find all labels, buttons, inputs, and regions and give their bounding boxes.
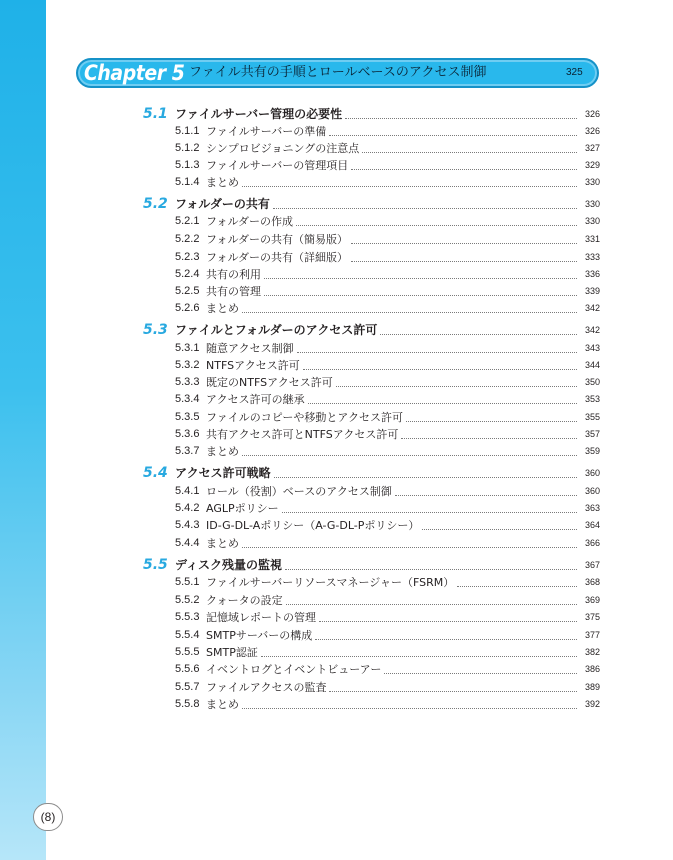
- toc-section-number: 5.2: [143, 196, 168, 212]
- toc-leader-dots: [336, 370, 577, 387]
- toc-subsection-number: 5.5.8: [175, 698, 200, 710]
- toc-subsection-number: 5.3.7: [175, 445, 200, 457]
- toc-subsection-number: 5.4.1: [175, 485, 200, 497]
- toc-subsection-number: 5.3.1: [175, 342, 200, 354]
- toc-page-number: 330: [584, 177, 600, 187]
- toc-subsection-number: 5.4.4: [175, 537, 200, 549]
- toc-subsection-title: 記憶域レポートの管理: [206, 609, 319, 626]
- toc-subsection-number: 5.2.5: [175, 285, 200, 297]
- toc-page-number: 359: [584, 446, 600, 456]
- toc-page-number: 369: [584, 595, 600, 605]
- toc-leader-dots: [457, 570, 577, 587]
- toc-page-number: 326: [584, 126, 600, 136]
- toc-section-number: 5.5: [143, 557, 168, 573]
- toc-page-number: 366: [584, 538, 600, 548]
- toc-subsection-number: 5.3.3: [175, 376, 200, 388]
- toc-subsection-row: [0, 696, 673, 713]
- toc-leader-dots: [345, 102, 577, 119]
- toc-subsection-title: ID-G-DL-Aポリシー（A-G-DL-Pポリシー）: [206, 517, 422, 534]
- toc-subsection-number: 5.2.1: [175, 215, 200, 227]
- toc-subsection-title: フォルダーの作成: [206, 213, 296, 230]
- toc-leader-dots: [264, 279, 577, 296]
- toc-subsection-title: 共有の利用: [206, 266, 264, 283]
- toc-page-number: 360: [584, 468, 600, 478]
- toc-page-number: 357: [584, 429, 600, 439]
- toc-subsection-title: フォルダーの共有（詳細版）: [206, 249, 351, 266]
- toc-leader-dots: [351, 245, 577, 262]
- toc-subsection-title: 共有の管理: [206, 283, 264, 300]
- toc-subsection-number: 5.1.1: [175, 125, 200, 137]
- toc-leader-dots: [296, 209, 577, 226]
- toc-page-number: 333: [584, 252, 600, 262]
- toc-subsection-number: 5.4.2: [175, 502, 200, 514]
- toc-subsection-title: ファイルのコピーや移動とアクセス許可: [206, 409, 406, 426]
- toc-page-number: 342: [584, 303, 600, 313]
- toc-leader-dots: [395, 479, 577, 496]
- toc-subsection-number: 5.5.1: [175, 576, 200, 588]
- toc-subsection-number: 5.5.3: [175, 611, 200, 623]
- toc-subsection-title: ファイルサーバーリソースマネージャー（FSRM）: [206, 574, 457, 591]
- toc-subsection-number: 5.5.5: [175, 646, 200, 658]
- toc-leader-dots: [308, 387, 577, 404]
- toc-page-number: 336: [584, 269, 600, 279]
- toc-subsection-number: 5.4.3: [175, 519, 200, 531]
- toc-subsection-row: [0, 300, 673, 317]
- toc-leader-dots: [351, 153, 577, 170]
- toc-subsection-number: 5.1.4: [175, 176, 200, 188]
- toc-leader-dots: [282, 496, 577, 513]
- toc-subsection-number: 5.3.2: [175, 359, 200, 371]
- toc-subsection-row: [0, 535, 673, 552]
- toc-subsection-title: まとめ: [206, 696, 242, 713]
- toc-leader-dots: [406, 405, 577, 422]
- toc-section-title: ファイルサーバー管理の必要性: [175, 106, 345, 123]
- toc-subsection-title: フォルダーの共有（簡易版）: [206, 231, 351, 248]
- toc-subsection-title: AGLPポリシー: [206, 500, 282, 517]
- toc-leader-dots: [273, 192, 577, 209]
- toc-section-number: 5.3: [143, 322, 168, 338]
- toc-subsection-row: [0, 443, 673, 460]
- toc-subsection-number: 5.2.6: [175, 302, 200, 314]
- toc-page-number: 353: [584, 394, 600, 404]
- toc-leader-dots: [362, 136, 577, 153]
- toc-subsection-title: まとめ: [206, 300, 242, 317]
- toc-page-number: 368: [584, 577, 600, 587]
- chapter-label: Chapter 5: [84, 61, 185, 85]
- toc-page-number: 382: [584, 647, 600, 657]
- toc-page-number: 367: [584, 560, 600, 570]
- chapter-title: ファイル共有の手順とロールベースのアクセス制御: [189, 65, 487, 80]
- toc-page-number: 386: [584, 664, 600, 674]
- toc-page-number: 330: [584, 199, 600, 209]
- toc-subsection-row: [0, 174, 673, 191]
- toc-subsection-title: まとめ: [206, 443, 242, 460]
- toc-page-number: 330: [584, 216, 600, 226]
- page-number: 8: [44, 810, 52, 824]
- toc-leader-dots: [264, 262, 577, 279]
- toc-leader-dots: [242, 531, 577, 548]
- toc-subsection-title: ファイルサーバーの準備: [206, 123, 329, 140]
- toc-page-number: 375: [584, 612, 600, 622]
- toc-section-title: アクセス許可戦略: [175, 465, 274, 482]
- toc-leader-dots: [242, 439, 577, 456]
- toc-subsection-number: 5.5.4: [175, 629, 200, 641]
- toc-subsection-title: SMTP認証: [206, 644, 261, 661]
- toc-subsection-title: NTFSアクセス許可: [206, 357, 303, 374]
- toc-subsection-title: 既定のNTFSアクセス許可: [206, 374, 336, 391]
- toc-leader-dots: [242, 692, 577, 709]
- toc-subsection-title: まとめ: [206, 535, 242, 552]
- toc-subsection-title: 随意アクセス制御: [206, 340, 297, 357]
- toc-leader-dots: [422, 513, 577, 530]
- toc-subsection-number: 5.1.3: [175, 159, 200, 171]
- toc-subsection-number: 5.3.4: [175, 393, 200, 405]
- page-number-badge: ( 8 ): [33, 803, 63, 831]
- toc-page-number: 344: [584, 360, 600, 370]
- toc-leader-dots: [286, 588, 577, 605]
- toc-leader-dots: [261, 640, 577, 657]
- toc-page-number: 342: [584, 325, 600, 335]
- toc-subsection-title: 共有アクセス許可とNTFSアクセス許可: [206, 426, 401, 443]
- toc-page-number: 389: [584, 682, 600, 692]
- toc-subsection-number: 5.5.7: [175, 681, 200, 693]
- toc-page-number: 360: [584, 486, 600, 496]
- toc-subsection-title: ファイルサーバーの管理項目: [206, 157, 351, 174]
- toc-page-number: 363: [584, 503, 600, 513]
- toc-page-number: 326: [584, 109, 600, 119]
- toc-subsection-number: 5.2.2: [175, 233, 200, 245]
- toc-subsection-title: シンプロビジョニングの注意点: [206, 140, 362, 157]
- toc-subsection-title: クォータの設定: [206, 592, 286, 609]
- toc-leader-dots: [329, 675, 577, 692]
- toc-subsection-number: 5.1.2: [175, 142, 200, 154]
- toc-page-number: 331: [584, 234, 600, 244]
- toc-section-title: ディスク残量の監視: [175, 557, 285, 574]
- toc-leader-dots: [303, 353, 577, 370]
- toc-section-title: フォルダーの共有: [175, 196, 273, 213]
- toc-leader-dots: [285, 553, 577, 570]
- toc-leader-dots: [319, 605, 577, 622]
- toc-subsection-title: アクセス許可の継承: [206, 391, 308, 408]
- toc-leader-dots: [384, 657, 577, 674]
- toc-section-number: 5.4: [143, 465, 168, 481]
- toc-subsection-number: 5.3.5: [175, 411, 200, 423]
- toc-page-number: 377: [584, 630, 600, 640]
- chapter-page-number: 325: [566, 67, 583, 78]
- toc-page-number: 355: [584, 412, 600, 422]
- toc-leader-dots: [274, 461, 577, 478]
- toc-page-number: 392: [584, 699, 600, 709]
- toc-page-number: 364: [584, 520, 600, 530]
- toc-page-number: 343: [584, 343, 600, 353]
- toc-subsection-title: SMTPサーバーの構成: [206, 627, 315, 644]
- toc-page-number: 350: [584, 377, 600, 387]
- toc-page-number: 329: [584, 160, 600, 170]
- toc-subsection-title: ロール（役割）ベースのアクセス制御: [206, 483, 395, 500]
- toc-leader-dots: [329, 119, 577, 136]
- toc-subsection-title: まとめ: [206, 174, 242, 191]
- toc-leader-dots: [351, 227, 577, 244]
- toc-subsection-title: イベントログとイベントビューアー: [206, 661, 384, 678]
- toc-leader-dots: [380, 318, 577, 335]
- toc-section-title: ファイルとフォルダーのアクセス許可: [175, 322, 380, 339]
- toc-subsection-number: 5.3.6: [175, 428, 200, 440]
- toc-leader-dots: [315, 623, 577, 640]
- toc-page-number: 327: [584, 143, 600, 153]
- toc-subsection-number: 5.2.4: [175, 268, 200, 280]
- toc-subsection-number: 5.5.6: [175, 663, 200, 675]
- toc-leader-dots: [242, 296, 577, 313]
- toc-leader-dots: [401, 422, 577, 439]
- toc-subsection-title: ファイルアクセスの監査: [206, 679, 329, 696]
- toc-section-number: 5.1: [143, 106, 168, 122]
- toc-subsection-number: 5.2.3: [175, 251, 200, 263]
- toc-page-number: 339: [584, 286, 600, 296]
- toc-leader-dots: [297, 336, 577, 353]
- toc-leader-dots: [242, 170, 577, 187]
- toc-subsection-number: 5.5.2: [175, 594, 200, 606]
